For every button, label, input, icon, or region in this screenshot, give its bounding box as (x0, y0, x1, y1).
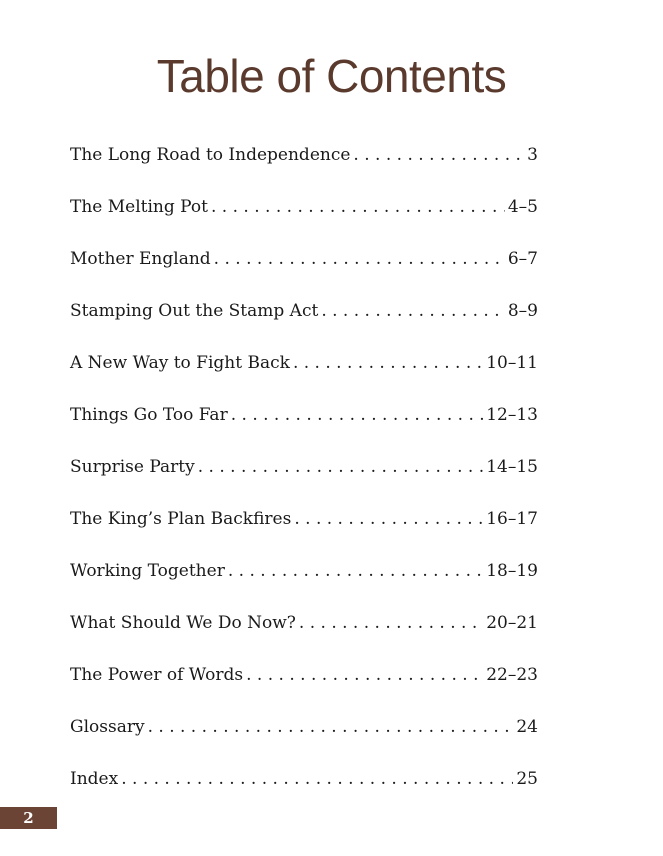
toc-entry-title: A New Way to Fight Back (70, 353, 290, 373)
dot-leader (211, 194, 505, 220)
toc-entry (70, 714, 538, 766)
toc-entry-title: The King’s Plan Backfires (70, 509, 292, 529)
toc-entry (70, 506, 538, 558)
dot-leader (121, 766, 513, 792)
dot-leader (353, 142, 524, 168)
toc-entry-page: 6–7 (507, 249, 538, 269)
toc-entry-title: Stamping Out the Stamp Act (70, 301, 319, 321)
toc-entry (70, 350, 538, 402)
dot-leader (246, 662, 483, 688)
toc-entry-title: Index (70, 769, 119, 789)
toc-entry-page: 20–21 (486, 613, 538, 633)
toc-entry (70, 246, 538, 298)
toc-entry-page: 18–19 (486, 561, 538, 581)
toc-entry-title: Things Go Too Far (70, 405, 228, 425)
dot-leader (299, 610, 483, 636)
toc-entry-page: 14–15 (486, 457, 538, 477)
toc-entry (70, 298, 538, 350)
toc-entry-page: 24 (516, 717, 538, 737)
dot-leader (231, 402, 484, 428)
toc-entry (70, 402, 538, 454)
toc-entry (70, 194, 538, 246)
toc-entry-page: 25 (516, 769, 538, 789)
toc-entry (70, 610, 538, 662)
toc-entry-title: Working Together (70, 561, 225, 581)
dot-leader (321, 298, 505, 324)
toc-entry-page: 8–9 (507, 301, 538, 321)
toc-entry-title: What Should We Do Now? (70, 613, 296, 633)
dot-leader (148, 714, 514, 740)
toc-entry (70, 662, 538, 714)
toc-entry-page: 4–5 (507, 197, 538, 217)
toc-entry (70, 558, 538, 610)
dot-leader (294, 506, 483, 532)
table-of-contents (70, 142, 538, 818)
page-number-tab: 2 (0, 807, 57, 829)
toc-entry-title: The Melting Pot (70, 197, 208, 217)
toc-entry-page: 16–17 (486, 509, 538, 529)
toc-entry-title: The Long Road to Independence (70, 145, 351, 165)
toc-entry-page: 22–23 (486, 665, 538, 685)
toc-entry (70, 142, 538, 194)
dot-leader (293, 350, 483, 376)
toc-entry-title: Glossary (70, 717, 145, 737)
toc-entry-title: Surprise Party (70, 457, 195, 477)
toc-entry-title: Mother England (70, 249, 211, 269)
toc-entry-page: 10–11 (486, 353, 538, 373)
dot-leader (198, 454, 484, 480)
toc-entry (70, 766, 538, 818)
page-title: Table of Contents (156, 50, 507, 102)
toc-entry-page: 12–13 (486, 405, 538, 425)
dot-leader (228, 558, 483, 584)
dot-leader (214, 246, 505, 272)
toc-entry-title: The Power of Words (70, 665, 244, 685)
toc-entry (70, 454, 538, 506)
toc-entry-page: 3 (527, 145, 538, 165)
